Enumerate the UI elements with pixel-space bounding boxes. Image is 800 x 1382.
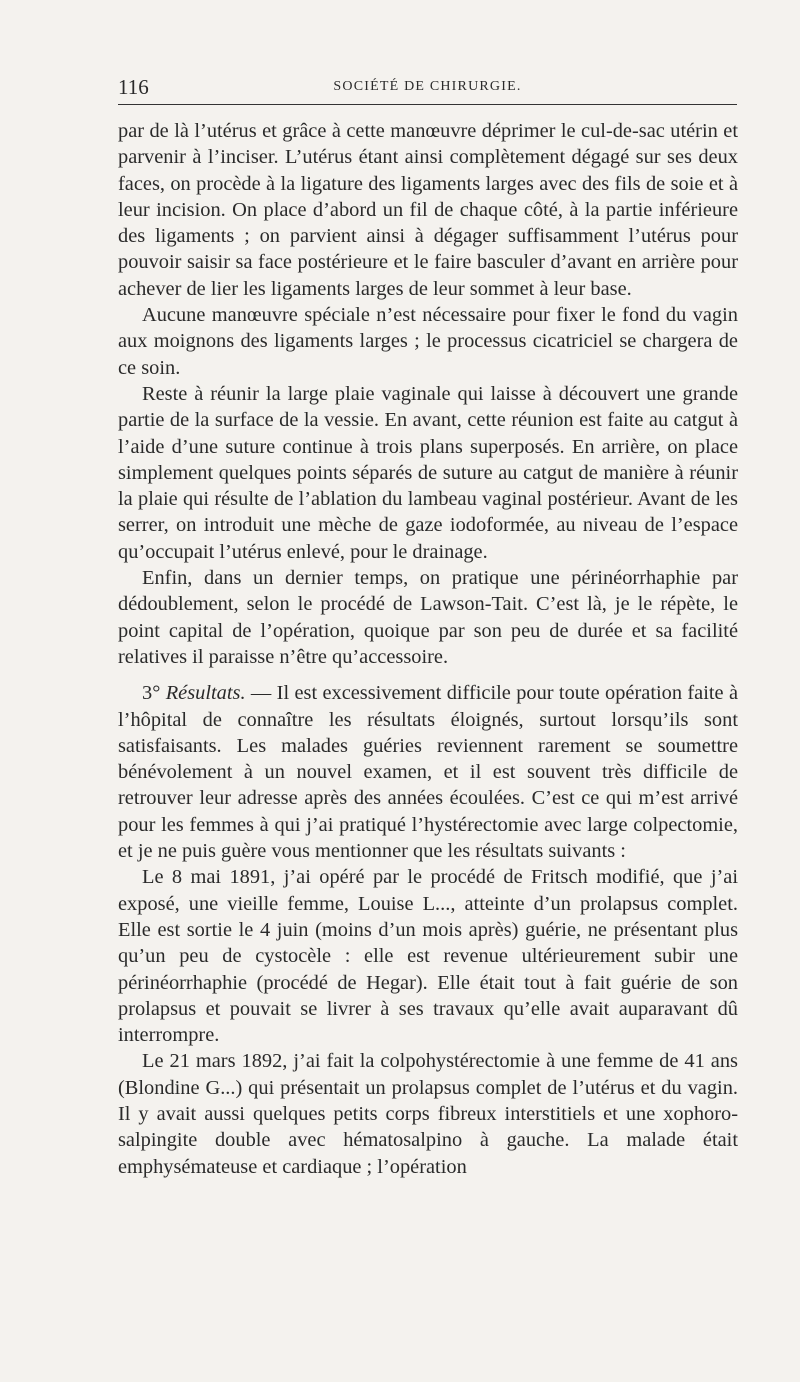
page-number: 116 xyxy=(118,75,149,99)
section-text: — Il est excessivement difficile pour toute opération faite à l’hôpital de connaître les résultats éloignés, surtout lorsqu’ils sont satisfaisants. Les malades guéries reviennent rarement se soumettre bénévolement à un nouvel examen, et il est souvent très difficile de retrouver leur adresse après des années écoulées. C’est ce qui m’est arrivé pour les femmes à qui j’ai pratiqué l’hystérectomie avec large colpectomie, et je ne puis guère vous mentionner que les résultats suivants : xyxy=(118,682,738,863)
paragraph: Enfin, dans un dernier temps, on pratique une périnéorrhaphie par dédoublement, selon le procédé de Lawson-Tait. C’est là, je le répète, le point capital de l’opération, quoique par son peu de durée et sa facilité relatives il paraisse n’être qu’accessoire. xyxy=(118,567,738,668)
running-title: SOCIÉTÉ DE CHIRURGIE. xyxy=(333,79,522,94)
paragraph: Reste à réunir la large plaie vaginale qui laisse à découvert une grande partie de la surface de la vessie. En avant, cette réunion est faite au catgut à l’aide d’une suture continue à trois plans superposés. En arrière, on place simplement quelques points séparés de suture au catgut de manière à réunir la plaie qui résulte de l’ablation du lambeau vaginal postérieur. Avant de les serrer, on introduit une mèche de gaze iodoformée, au niveau de l’espace qu’occupait l’utérus enlevé, pour le drainage. xyxy=(118,382,738,563)
paragraph-continued: par de là l’utérus et grâce à cette manœuvre déprimer le cul-de-sac utérin et parvenir à l’inciser. L’utérus étant ainsi complètement dégagé sur ses deux faces, on procède à la ligature des ligaments larges avec des fils de soie et à leur incision. On place d’abord un fil de chaque côté, à la partie inférieure des ligaments ; on parvient ainsi à dégager suffisamment l’utérus pour pouvoir saisir sa face postérieure et le faire basculer d’avant en arrière pour achever de lier les ligaments larges de leur sommet à leur base. xyxy=(118,120,738,300)
section-results-paragraph xyxy=(118,680,738,864)
running-head xyxy=(118,74,737,102)
header-rule xyxy=(118,104,737,105)
body-text xyxy=(118,118,738,1180)
case-paragraph: Le 8 mai 1891, j’ai opéré par le procédé de Fritsch modifié, que j’ai exposé, une vieille femme, Louise L..., atteinte d’un prolapsus complet. Elle est sortie le 4 juin (moins d’un mois après) guérie, ne présentant plus qu’un peu de cystocèle : elle est revenue ultérieurement subir une périnéorrhaphie (procédé de Hegar). Elle était tout à fait guérie de son prolapsus et pouvait se livrer à ses travaux qu’elle avait auparavant dû interrompre. xyxy=(118,866,738,1047)
paragraph: Aucune manœuvre spéciale n’est nécessaire pour fixer le fond du vagin aux moignons des ligaments larges ; le processus cicatriciel se chargera de ce soin. xyxy=(118,304,738,379)
section-title: Résultats. xyxy=(165,682,246,705)
case-paragraph: Le 21 mars 1892, j’ai fait la colpohystérectomie à une femme de 41 ans (Blondine G...) qui présentait un prolapsus complet de l’utérus et du vagin. Il y avait aussi quelques petits corps fibreux interstitiels et une xophoro-salpingite double avec hématosalpino à gauche. La malade était emphysémateuse et cardiaque ; l’opération xyxy=(118,1050,738,1178)
section-number: 3° xyxy=(142,682,166,705)
